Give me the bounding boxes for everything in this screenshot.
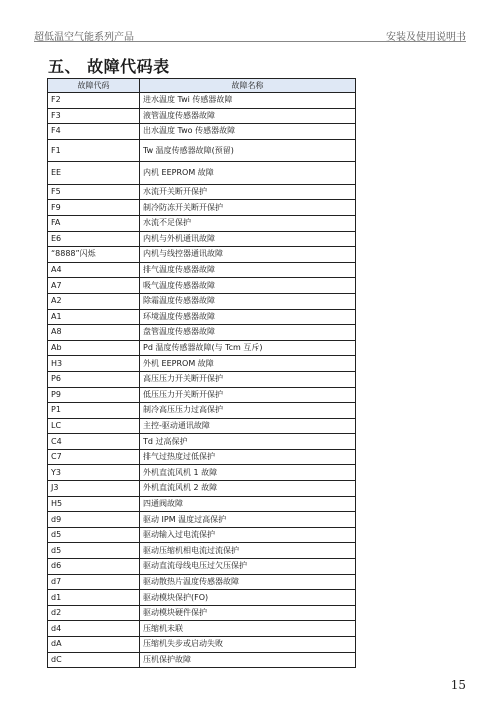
page-number: 15 (450, 678, 466, 692)
table-row (48, 325, 356, 341)
fault-name-cell: 制冷防冻开关断开保护 (140, 200, 356, 216)
fault-name-cell: 驱动模块保护(FO) (140, 590, 356, 606)
fault-code-cell: A1 (48, 309, 140, 325)
table-row (48, 605, 356, 621)
fault-code-cell: A2 (48, 293, 140, 309)
table-row (48, 108, 356, 124)
fault-code-cell: P1 (48, 403, 140, 419)
fault-code-cell: P6 (48, 371, 140, 387)
table-row (48, 356, 356, 372)
fault-name-cell: 液管温度传感器故障 (140, 108, 356, 124)
table-row (48, 387, 356, 403)
table-row (48, 652, 356, 668)
fault-code-cell: A4 (48, 262, 140, 278)
fault-code-cell: “8888”闪烁 (48, 247, 140, 263)
fault-code-cell: d5 (48, 543, 140, 559)
fault-name-cell: Td 过高保护 (140, 434, 356, 450)
table-row (48, 559, 356, 575)
table-header-row (48, 79, 356, 93)
fault-name-cell: 驱动模块硬件保护 (140, 605, 356, 621)
table-row (48, 434, 356, 450)
fault-code-cell: F4 (48, 124, 140, 140)
fault-code-cell: F3 (48, 108, 140, 124)
fault-code-cell: LC (48, 418, 140, 434)
fault-code-cell: J3 (48, 481, 140, 497)
fault-code-cell: d5 (48, 527, 140, 543)
table-row (48, 309, 356, 325)
fault-name-cell: 盘管温度传感器故障 (140, 325, 356, 341)
fault-name-cell: Tw 温度传感器故障(预留) (140, 139, 356, 162)
fault-name-cell: 外机直流风机 2 故障 (140, 481, 356, 497)
table-row (48, 371, 356, 387)
fault-name-cell: 吸气温度传感器故障 (140, 278, 356, 294)
table-row (48, 247, 356, 263)
fault-name-cell: 压缩机失步或启动失败 (140, 637, 356, 653)
table-row (48, 496, 356, 512)
fault-code-cell: P9 (48, 387, 140, 403)
header-divider (34, 41, 466, 42)
fault-code-cell: H3 (48, 356, 140, 372)
table-row (48, 574, 356, 590)
fault-name-cell: 出水温度 Two 传感器故障 (140, 124, 356, 140)
fault-code-cell: F2 (48, 93, 140, 109)
fault-name-cell: 低压压力开关断开保护 (140, 387, 356, 403)
table-row (48, 637, 356, 653)
fault-code-cell: Y3 (48, 465, 140, 481)
table-row (48, 418, 356, 434)
fault-name-cell: 四通阀故障 (140, 496, 356, 512)
fault-name-cell: 外机直流风机 1 故障 (140, 465, 356, 481)
fault-name-cell: 水流开关断开保护 (140, 184, 356, 200)
table-row (48, 139, 356, 162)
fault-name-cell: 进水温度 Twi 传感器故障 (140, 93, 356, 109)
fault-name-cell: 驱动压缩机相电流过流保护 (140, 543, 356, 559)
fault-code-cell: d1 (48, 590, 140, 606)
table-row (48, 184, 356, 200)
table-row (48, 162, 356, 185)
table-row (48, 465, 356, 481)
header-manual-title: 安装及使用说明书 (386, 32, 466, 43)
fault-code-cell: FA (48, 215, 140, 231)
fault-name-cell: 内机 EEPROM 故障 (140, 162, 356, 185)
table-row (48, 512, 356, 528)
fault-name-cell: 主控-驱动通讯故障 (140, 418, 356, 434)
table-row (48, 403, 356, 419)
fault-code-cell: d2 (48, 605, 140, 621)
fault-name-cell: 压缩机未联 (140, 621, 356, 637)
column-header-code: 故障代码 (48, 79, 140, 93)
fault-name-cell: 驱动散热片温度传感器故障 (140, 574, 356, 590)
fault-code-cell: d4 (48, 621, 140, 637)
fault-name-cell: 环境温度传感器故障 (140, 309, 356, 325)
header-product-line: 超低温空气能系列产品 (34, 32, 134, 43)
fault-code-cell: E6 (48, 231, 140, 247)
table-row (48, 340, 356, 356)
fault-code-cell: Ab (48, 340, 140, 356)
fault-name-cell: 内机与线控器通讯故障 (140, 247, 356, 263)
fault-code-cell: EE (48, 162, 140, 185)
table-row (48, 527, 356, 543)
fault-name-cell: 排气温度传感器故障 (140, 262, 356, 278)
fault-code-cell: dC (48, 652, 140, 668)
fault-code-cell: A8 (48, 325, 140, 341)
fault-name-cell: 制冷高压压力过高保护 (140, 403, 356, 419)
table-row (48, 278, 356, 294)
table-row (48, 231, 356, 247)
fault-name-cell: 驱动直流母线电压过欠压保护 (140, 559, 356, 575)
fault-name-cell: 除霜温度传感器故障 (140, 293, 356, 309)
fault-name-cell: 驱动输入过电流保护 (140, 527, 356, 543)
fault-code-cell: F1 (48, 139, 140, 162)
fault-code-cell: H5 (48, 496, 140, 512)
fault-code-cell: dA (48, 637, 140, 653)
fault-code-cell: C4 (48, 434, 140, 450)
fault-code-cell: F5 (48, 184, 140, 200)
page-header (34, 22, 466, 43)
table-row (48, 215, 356, 231)
fault-code-cell: F9 (48, 200, 140, 216)
fault-code-cell: C7 (48, 449, 140, 465)
fault-name-cell: 驱动 IPM 温度过高保护 (140, 512, 356, 528)
fault-name-cell: Pd 温度传感器故障(与 Tcm 互斥) (140, 340, 356, 356)
fault-name-cell: 内机与外机通讯故障 (140, 231, 356, 247)
table-row (48, 481, 356, 497)
fault-code-cell: d6 (48, 559, 140, 575)
fault-code-cell: d9 (48, 512, 140, 528)
table-row (48, 200, 356, 216)
fault-name-cell: 压机保护故障 (140, 652, 356, 668)
fault-code-table (47, 78, 356, 668)
table-row (48, 124, 356, 140)
fault-name-cell: 排气过热度过低保护 (140, 449, 356, 465)
table-row (48, 621, 356, 637)
table-row (48, 590, 356, 606)
section-title: 五、 故障代码表 (48, 57, 170, 76)
fault-code-cell: d7 (48, 574, 140, 590)
table-row (48, 543, 356, 559)
column-header-name: 故障名称 (140, 79, 356, 93)
table-row (48, 262, 356, 278)
fault-name-cell: 外机 EEPROM 故障 (140, 356, 356, 372)
fault-name-cell: 水流不足保护 (140, 215, 356, 231)
table-row (48, 93, 356, 109)
fault-code-cell: A7 (48, 278, 140, 294)
table-row (48, 293, 356, 309)
table-row (48, 449, 356, 465)
fault-name-cell: 高压压力开关断开保护 (140, 371, 356, 387)
